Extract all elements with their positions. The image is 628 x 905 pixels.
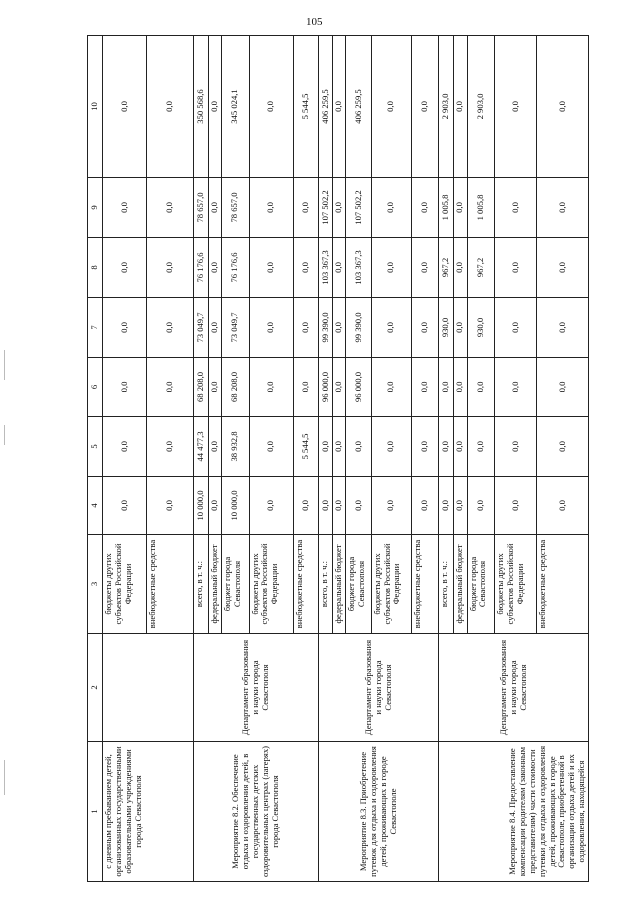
value-cell: 0,0 bbox=[249, 358, 293, 417]
page-number: 105 bbox=[306, 16, 323, 28]
value-cell: 107 502,2 bbox=[346, 178, 371, 238]
action-cell: Мероприятие 8.2. Обеспечение отдыха и оздоровления детей, в государственных детских оздоровительных центрах (лагерях) города Севастополя bbox=[193, 742, 318, 882]
value-cell: 0,0 bbox=[453, 358, 467, 417]
value-cell: 76 176,6 bbox=[193, 238, 208, 298]
value-cell: 0,0 bbox=[293, 477, 318, 535]
value-cell: 73 049,7 bbox=[222, 298, 249, 358]
value-cell: 0,0 bbox=[103, 238, 147, 298]
value-cell: 0,0 bbox=[411, 417, 438, 477]
value-cell: 0,0 bbox=[439, 477, 454, 535]
funding-source-cell: всего, в т. ч.: bbox=[193, 535, 208, 634]
funding-source-cell: всего, в т. ч.: bbox=[319, 535, 333, 634]
value-cell: 44 477,3 bbox=[193, 417, 208, 477]
value-cell: 0,0 bbox=[537, 36, 589, 178]
value-cell: 38 932,8 bbox=[222, 417, 249, 477]
value-cell: 0,0 bbox=[147, 298, 193, 358]
value-cell: 0,0 bbox=[371, 298, 411, 358]
table-row bbox=[103, 36, 147, 882]
value-cell: 0,0 bbox=[439, 358, 454, 417]
funding-table bbox=[87, 35, 589, 882]
action-cell: с дневным пребыванием детей, организованных государственными образовательными учреждениями города Севастополя bbox=[103, 742, 194, 882]
value-cell: 0,0 bbox=[208, 477, 222, 535]
funding-source-cell: федеральный бюджет bbox=[208, 535, 222, 634]
column-number-row bbox=[88, 36, 103, 882]
value-cell: 0,0 bbox=[371, 358, 411, 417]
value-cell: 0,0 bbox=[453, 477, 467, 535]
funding-source-cell: внебюджетные средства bbox=[411, 535, 438, 634]
value-cell: 930,0 bbox=[439, 298, 454, 358]
value-cell: 78 657,0 bbox=[222, 178, 249, 238]
value-cell: 0,0 bbox=[411, 358, 438, 417]
value-cell: 0,0 bbox=[411, 178, 438, 238]
funding-source-cell: внебюджетные средства bbox=[147, 535, 193, 634]
value-cell: 0,0 bbox=[494, 178, 536, 238]
funding-source-cell: бюджеты других субъектов Российской Федерации bbox=[371, 535, 411, 634]
value-cell: 0,0 bbox=[494, 358, 536, 417]
value-cell: 0,0 bbox=[249, 298, 293, 358]
value-cell: 0,0 bbox=[208, 178, 222, 238]
value-cell: 345 024,1 bbox=[222, 36, 249, 178]
value-cell: 0,0 bbox=[494, 238, 536, 298]
table-body bbox=[103, 36, 589, 882]
value-cell: 0,0 bbox=[537, 417, 589, 477]
value-cell: 0,0 bbox=[147, 238, 193, 298]
value-cell: 0,0 bbox=[293, 238, 318, 298]
value-cell: 0,0 bbox=[371, 178, 411, 238]
funding-source-cell: бюджет города Севастополя bbox=[346, 535, 371, 634]
value-cell: 0,0 bbox=[453, 178, 467, 238]
table-row bbox=[439, 36, 454, 882]
value-cell: 0,0 bbox=[103, 477, 147, 535]
value-cell: 2 903,0 bbox=[439, 36, 454, 178]
value-cell: 0,0 bbox=[103, 298, 147, 358]
value-cell: 930,0 bbox=[467, 298, 494, 358]
value-cell: 0,0 bbox=[249, 417, 293, 477]
value-cell: 76 176,6 bbox=[222, 238, 249, 298]
value-cell: 0,0 bbox=[319, 477, 333, 535]
value-cell: 0,0 bbox=[147, 477, 193, 535]
funding-source-cell: бюджеты других субъектов Российской Федерации bbox=[103, 535, 147, 634]
value-cell: 0,0 bbox=[494, 36, 536, 178]
value-cell: 0,0 bbox=[439, 417, 454, 477]
value-cell: 0,0 bbox=[249, 477, 293, 535]
value-cell: 0,0 bbox=[208, 238, 222, 298]
value-cell: 0,0 bbox=[332, 358, 346, 417]
value-cell: 0,0 bbox=[411, 238, 438, 298]
value-cell: 103 367,3 bbox=[319, 238, 333, 298]
value-cell: 0,0 bbox=[371, 417, 411, 477]
value-cell: 103 367,3 bbox=[346, 238, 371, 298]
value-cell: 0,0 bbox=[332, 417, 346, 477]
value-cell: 10 000,0 bbox=[222, 477, 249, 535]
funding-source-cell: бюджеты других субъектов Российской Федерации bbox=[249, 535, 293, 634]
value-cell: 0,0 bbox=[467, 358, 494, 417]
value-cell: 0,0 bbox=[494, 298, 536, 358]
table-row bbox=[319, 36, 333, 882]
value-cell: 0,0 bbox=[103, 358, 147, 417]
value-cell: 0,0 bbox=[293, 178, 318, 238]
action-cell: Мероприятие 8.3. Приобретение путевок для отдыха и оздоровления детей, проживающих в городе Севастополе bbox=[319, 742, 439, 882]
table-row bbox=[193, 36, 208, 882]
value-cell: 99 390,0 bbox=[319, 298, 333, 358]
funding-source-cell: бюджеты других субъектов Российской Федерации bbox=[494, 535, 536, 634]
value-cell: 0,0 bbox=[332, 238, 346, 298]
funding-source-cell: федеральный бюджет bbox=[453, 535, 467, 634]
value-cell: 68 208,0 bbox=[222, 358, 249, 417]
value-cell: 0,0 bbox=[537, 477, 589, 535]
value-cell: 0,0 bbox=[332, 36, 346, 178]
value-cell: 0,0 bbox=[103, 36, 147, 178]
value-cell: 0,0 bbox=[411, 298, 438, 358]
funding-source-cell: бюджет города Севастополя bbox=[222, 535, 249, 634]
value-cell: 0,0 bbox=[537, 358, 589, 417]
value-cell: 406 259,5 bbox=[346, 36, 371, 178]
value-cell: 5 544,5 bbox=[293, 36, 318, 178]
value-cell: 0,0 bbox=[411, 36, 438, 178]
value-cell: 0,0 bbox=[103, 417, 147, 477]
value-cell: 0,0 bbox=[208, 298, 222, 358]
value-cell: 99 390,0 bbox=[346, 298, 371, 358]
value-cell: 0,0 bbox=[537, 178, 589, 238]
value-cell: 967,2 bbox=[467, 238, 494, 298]
value-cell: 0,0 bbox=[103, 178, 147, 238]
column-number-3: 3 bbox=[88, 535, 103, 634]
value-cell: 0,0 bbox=[332, 178, 346, 238]
column-number-4: 4 bbox=[88, 477, 103, 535]
value-cell: 0,0 bbox=[467, 477, 494, 535]
value-cell: 10 000,0 bbox=[193, 477, 208, 535]
value-cell: 0,0 bbox=[332, 477, 346, 535]
column-number-9: 9 bbox=[88, 178, 103, 238]
value-cell: 0,0 bbox=[249, 238, 293, 298]
value-cell: 0,0 bbox=[346, 417, 371, 477]
value-cell: 0,0 bbox=[147, 417, 193, 477]
value-cell: 0,0 bbox=[249, 178, 293, 238]
value-cell: 96 000,0 bbox=[319, 358, 333, 417]
column-number-2: 2 bbox=[88, 634, 103, 742]
value-cell: 0,0 bbox=[453, 417, 467, 477]
value-cell: 0,0 bbox=[249, 36, 293, 178]
value-cell: 68 208,0 bbox=[193, 358, 208, 417]
value-cell: 0,0 bbox=[537, 298, 589, 358]
value-cell: 0,0 bbox=[494, 477, 536, 535]
value-cell: 0,0 bbox=[293, 298, 318, 358]
value-cell: 0,0 bbox=[371, 238, 411, 298]
column-number-7: 7 bbox=[88, 298, 103, 358]
funding-source-cell: федеральный бюджет bbox=[332, 535, 346, 634]
funding-source-cell: бюджет города Севастополя bbox=[467, 535, 494, 634]
scan-edge-mark bbox=[4, 760, 5, 795]
value-cell: 0,0 bbox=[147, 178, 193, 238]
value-cell: 0,0 bbox=[147, 358, 193, 417]
action-cell: Мероприятие 8.4. Предоставление компенсации родителям (законным представителям) части стоимости путевки для отдыха и оздоровления детей, проживающих в городе Севастополе, приобретенной в организации отдыха детей и их оздоровления, находящейся bbox=[439, 742, 589, 882]
value-cell: 0,0 bbox=[293, 358, 318, 417]
scan-edge-mark bbox=[4, 425, 5, 445]
value-cell: 0,0 bbox=[411, 477, 438, 535]
funding-source-cell: всего, в т. ч.: bbox=[439, 535, 454, 634]
value-cell: 73 049,7 bbox=[193, 298, 208, 358]
value-cell: 2 903,0 bbox=[467, 36, 494, 178]
rotated-table-container bbox=[87, 36, 589, 882]
value-cell: 350 568,6 bbox=[193, 36, 208, 178]
value-cell: 0,0 bbox=[319, 417, 333, 477]
department-cell: Департамент образования и науки города Севастополя bbox=[439, 634, 589, 742]
funding-source-cell: внебюджетные средства bbox=[293, 535, 318, 634]
funding-source-cell: внебюджетные средства bbox=[537, 535, 589, 634]
value-cell: 0,0 bbox=[453, 238, 467, 298]
value-cell: 0,0 bbox=[467, 417, 494, 477]
value-cell: 0,0 bbox=[494, 417, 536, 477]
scan-edge-mark bbox=[4, 350, 5, 380]
value-cell: 0,0 bbox=[332, 298, 346, 358]
value-cell: 0,0 bbox=[208, 417, 222, 477]
value-cell: 1 005,8 bbox=[439, 178, 454, 238]
value-cell: 0,0 bbox=[208, 358, 222, 417]
value-cell: 1 005,8 bbox=[467, 178, 494, 238]
column-number-10: 10 bbox=[88, 36, 103, 178]
column-number-1: 1 bbox=[88, 742, 103, 882]
value-cell: 96 000,0 bbox=[346, 358, 371, 417]
value-cell: 0,0 bbox=[371, 36, 411, 178]
department-cell: Департамент образования и науки города Севастополя bbox=[193, 634, 318, 742]
value-cell: 0,0 bbox=[537, 238, 589, 298]
value-cell: 967,2 bbox=[439, 238, 454, 298]
value-cell: 107 502,2 bbox=[319, 178, 333, 238]
column-number-5: 5 bbox=[88, 417, 103, 477]
value-cell: 0,0 bbox=[147, 36, 193, 178]
department-cell: Департамент образования и науки города Севастополя bbox=[319, 634, 439, 742]
value-cell: 5 544,5 bbox=[293, 417, 318, 477]
value-cell: 0,0 bbox=[453, 36, 467, 178]
column-number-8: 8 bbox=[88, 238, 103, 298]
value-cell: 0,0 bbox=[346, 477, 371, 535]
value-cell: 0,0 bbox=[453, 298, 467, 358]
value-cell: 406 259,5 bbox=[319, 36, 333, 178]
value-cell: 0,0 bbox=[208, 36, 222, 178]
department-cell bbox=[103, 634, 194, 742]
column-number-6: 6 bbox=[88, 358, 103, 417]
value-cell: 78 657,0 bbox=[193, 178, 208, 238]
value-cell: 0,0 bbox=[371, 477, 411, 535]
